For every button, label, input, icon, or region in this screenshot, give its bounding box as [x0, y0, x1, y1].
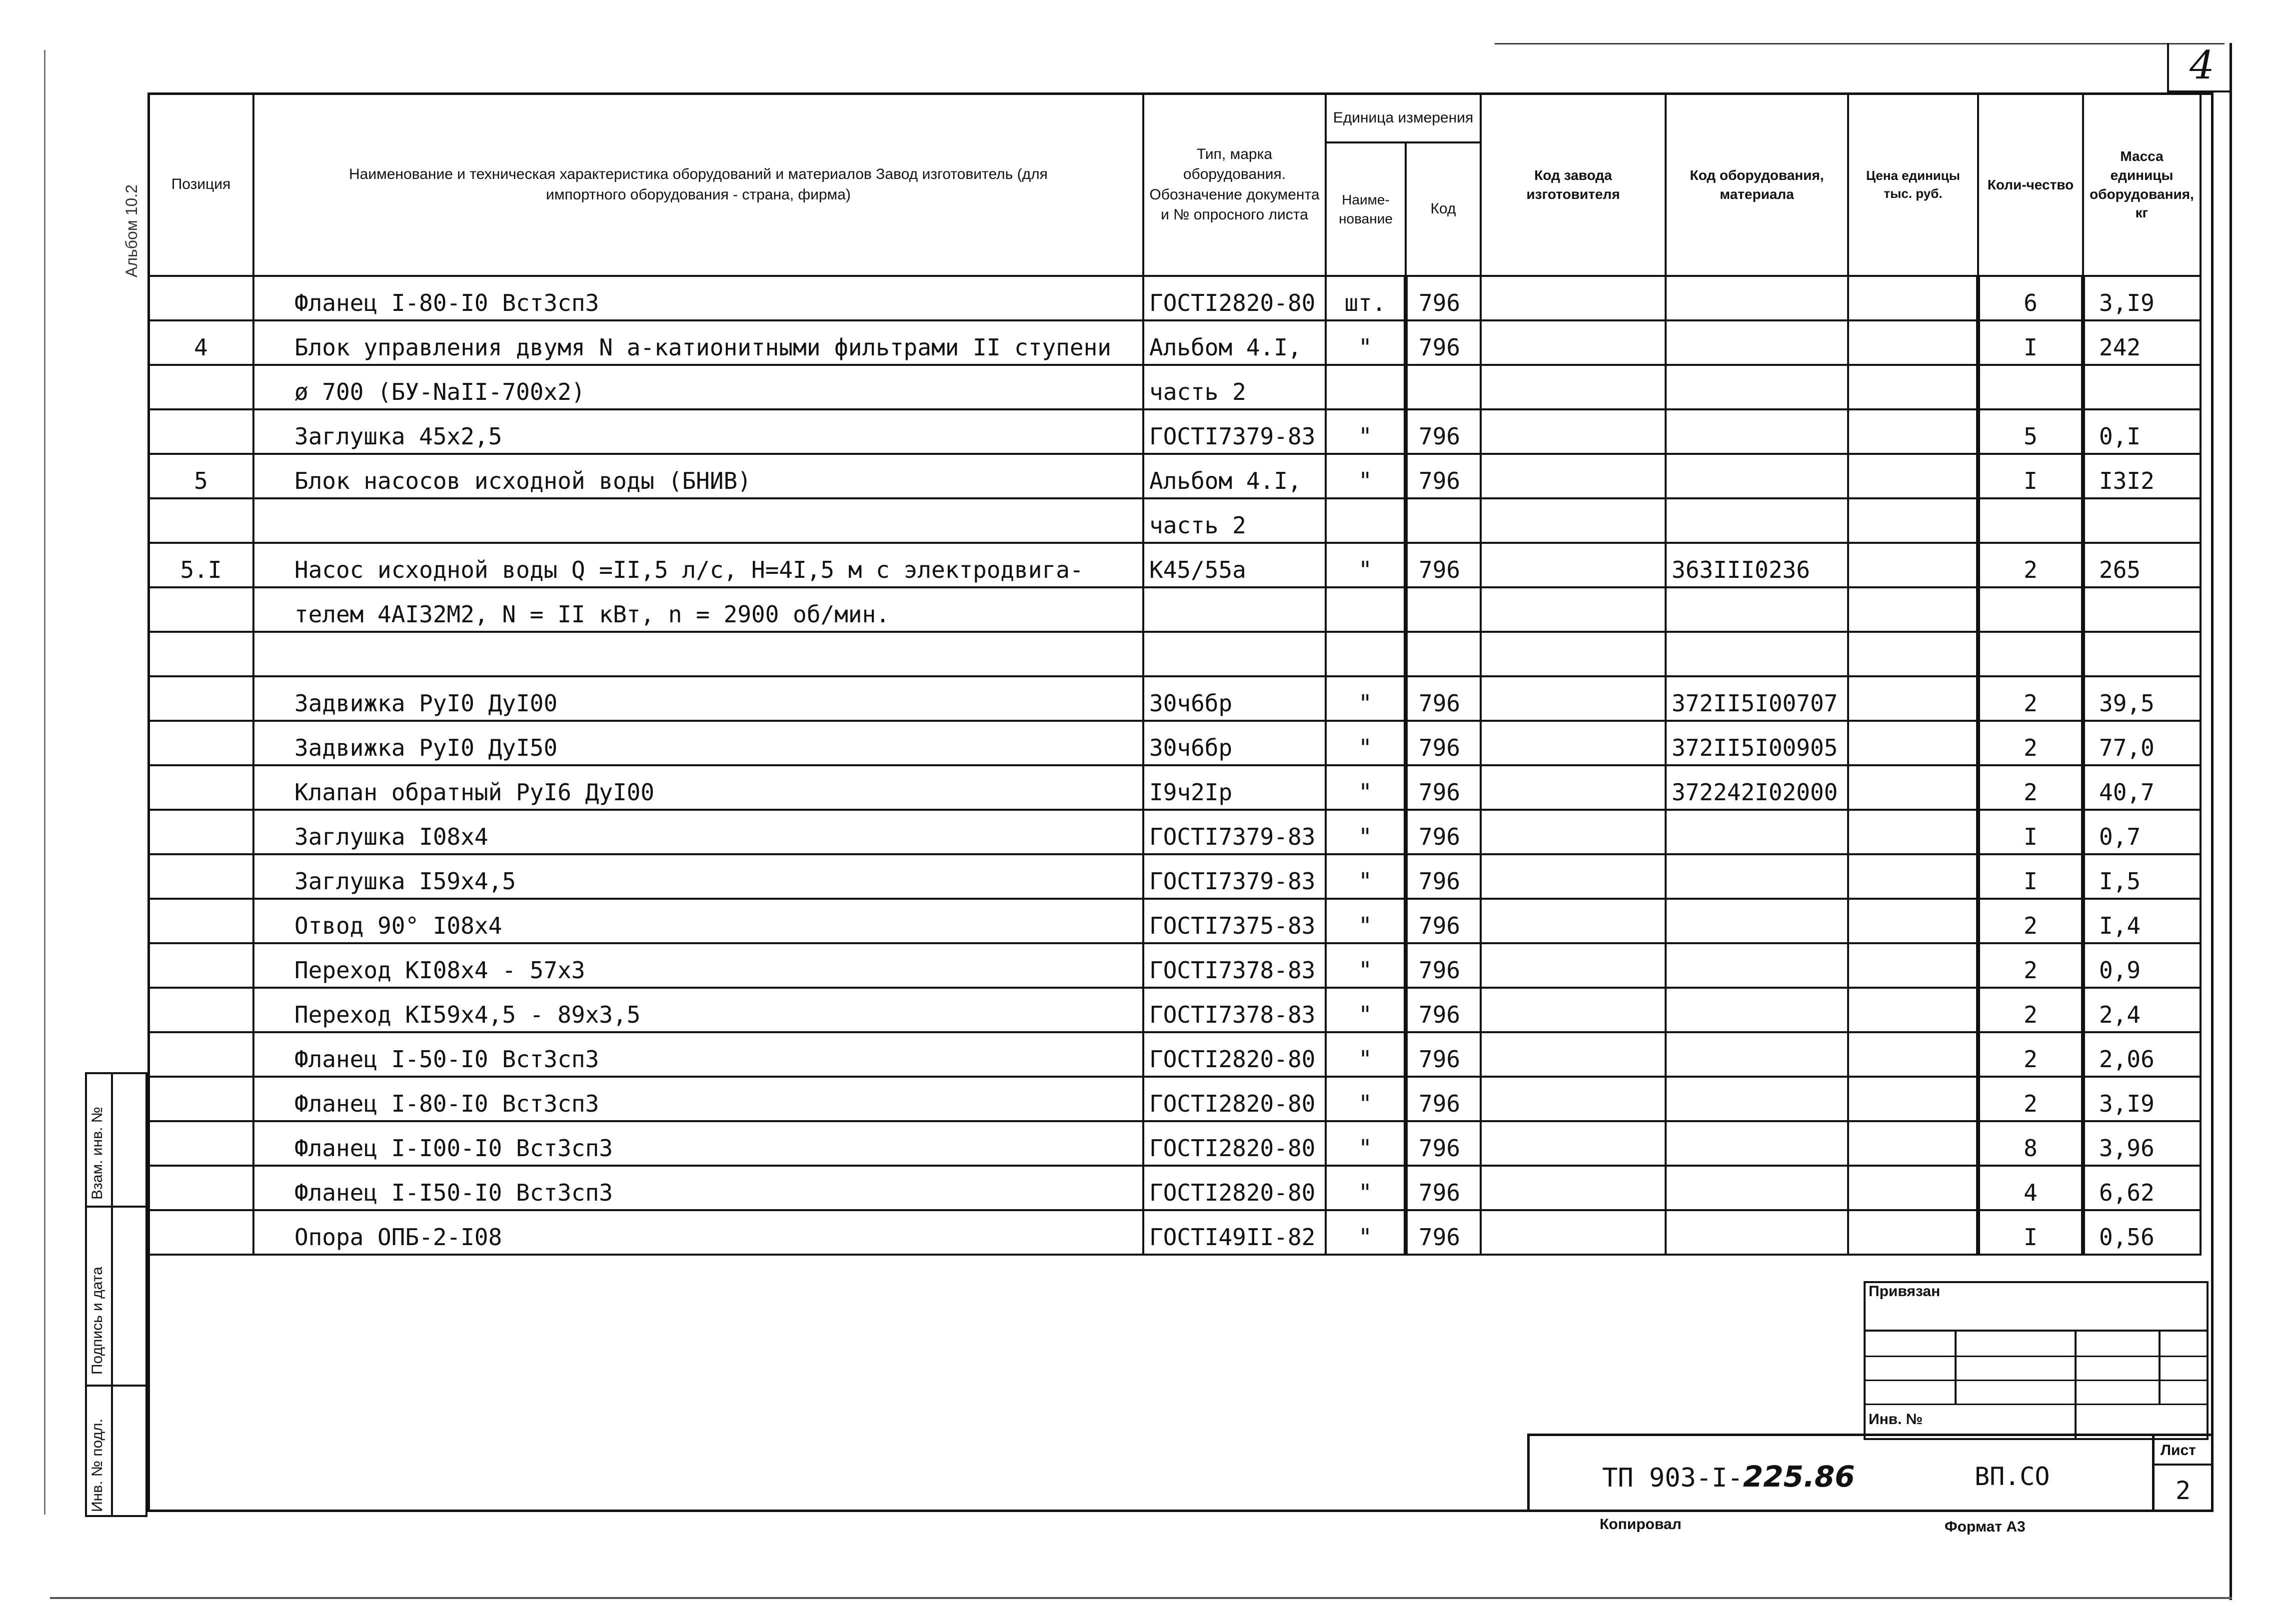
row-price: [1848, 454, 1978, 498]
title-doc-prefix: ТП 903-I-: [1602, 1463, 1743, 1493]
table-row: [148, 899, 2201, 943]
privyazan-grid-line-2: [1864, 1356, 2209, 1357]
row-doc: ГОСТI2820-80: [1143, 1121, 1326, 1166]
row-price: [1848, 409, 1978, 454]
table-row: [148, 943, 2201, 988]
row-unit-code: [1406, 587, 1481, 632]
row-doc: ГОСТI2820-80: [1143, 276, 1326, 320]
row-equip-code: 372II5I00707: [1666, 676, 1848, 721]
row-position: [148, 1210, 253, 1255]
table-row: [148, 320, 2201, 365]
row-doc: часть 2: [1143, 365, 1326, 409]
row-mass: 242: [2083, 320, 2201, 365]
row-position: [148, 498, 253, 543]
row-unit-name: ": [1326, 676, 1406, 721]
row-unit-name: ": [1326, 1166, 1406, 1210]
row-mass: 2,06: [2083, 1032, 2201, 1077]
page-number: 4: [2190, 43, 2215, 88]
row-mfr-code: [1481, 320, 1666, 365]
row-doc: К45/55а: [1143, 543, 1326, 587]
row-doc: 30ч6бр: [1143, 676, 1326, 721]
title-sheet-label: Лист: [2161, 1442, 2196, 1459]
row-qty: 2: [1978, 1077, 2083, 1121]
row-unit-name: ": [1326, 810, 1406, 854]
row-name: Переход КI08х4 - 57х3: [253, 943, 1143, 988]
row-price: [1848, 543, 1978, 587]
row-position: [148, 765, 253, 810]
row-unit-name: ": [1326, 1077, 1406, 1121]
title-sheet-label-line: [2152, 1464, 2214, 1466]
row-unit-code: 796: [1406, 1166, 1481, 1210]
row-mfr-code: [1481, 988, 1666, 1032]
row-equip-code: [1666, 498, 1848, 543]
privyazan-grid-line-3: [1864, 1380, 2209, 1381]
row-position: [148, 632, 253, 676]
row-equip-code: [1666, 1077, 1848, 1121]
row-unit-code: 796: [1406, 1121, 1481, 1166]
row-name: Фланец I-50-I0 ВстЗсп3: [253, 1032, 1143, 1077]
header-qty: Коли-чество: [1978, 93, 2083, 276]
row-doc: ГОСТI7379-83: [1143, 854, 1326, 899]
row-position: 5: [148, 454, 253, 498]
row-mfr-code: [1481, 365, 1666, 409]
row-doc: ГОСТI7375-83: [1143, 899, 1326, 943]
row-unit-name: ": [1326, 988, 1406, 1032]
row-qty: I: [1978, 810, 2083, 854]
row-doc: ГОСТI7379-83: [1143, 409, 1326, 454]
row-equip-code: [1666, 1121, 1848, 1166]
row-position: [148, 810, 253, 854]
row-position: [148, 276, 253, 320]
row-doc: [1143, 587, 1326, 632]
header-unit-name: Наиме-нование: [1326, 142, 1406, 276]
row-unit-code: [1406, 498, 1481, 543]
row-qty: 6: [1978, 276, 2083, 320]
row-name: Отвод 90° I08х4: [253, 899, 1143, 943]
row-unit-code: 796: [1406, 1210, 1481, 1255]
row-equip-code: [1666, 899, 1848, 943]
table-row: [148, 454, 2201, 498]
table-row: [148, 1077, 2201, 1121]
header-doc: Тип, марка оборудования. Обозначение документа и № опросного листа: [1143, 93, 1326, 276]
row-unit-name: ": [1326, 543, 1406, 587]
footer-format: Формат А3: [1945, 1519, 2026, 1535]
privyazan-grid-line-4: [1864, 1404, 2209, 1405]
row-unit-name: ": [1326, 899, 1406, 943]
row-equip-code: 372242I02000: [1666, 765, 1848, 810]
table-row: [148, 1032, 2201, 1077]
row-qty: 4: [1978, 1166, 2083, 1210]
row-mass: 0,9: [2083, 943, 2201, 988]
row-qty: I: [1978, 454, 2083, 498]
row-doc: ГОСТI49II-82: [1143, 1210, 1326, 1255]
table-row: [148, 765, 2201, 810]
row-mfr-code: [1481, 676, 1666, 721]
row-unit-code: 796: [1406, 320, 1481, 365]
header-name: Наименование и техническая характеристика оборудований и материалов Завод изготовитель (для импортного оборудования - страна, фирма): [253, 93, 1143, 276]
specification-table: [147, 92, 2202, 1256]
row-unit-code: 796: [1406, 943, 1481, 988]
row-mfr-code: [1481, 632, 1666, 676]
table-row: [148, 498, 2201, 543]
row-equip-code: [1666, 1032, 1848, 1077]
row-qty: 5: [1978, 409, 2083, 454]
row-mfr-code: [1481, 810, 1666, 854]
row-equip-code: [1666, 365, 1848, 409]
title-sheet-divider: [2152, 1434, 2155, 1512]
table-row: [148, 988, 2201, 1032]
row-price: [1848, 1121, 1978, 1166]
row-mass: 3,96: [2083, 1121, 2201, 1166]
frame-right-outer-line: [2230, 43, 2232, 1600]
row-equip-code: [1666, 409, 1848, 454]
row-position: 5.I: [148, 543, 253, 587]
row-equip-code: [1666, 854, 1848, 899]
row-mfr-code: [1481, 854, 1666, 899]
row-price: [1848, 587, 1978, 632]
row-equip-code: [1666, 276, 1848, 320]
row-unit-name: [1326, 632, 1406, 676]
row-mfr-code: [1481, 1077, 1666, 1121]
album-label: Альбом 10.2: [122, 184, 140, 277]
row-name: Фланец I-I50-I0 ВстЗсп3: [253, 1166, 1143, 1210]
row-doc: Альбом 4.I,: [1143, 454, 1326, 498]
row-name: Задвижка РуI0 ДуI00: [253, 676, 1143, 721]
table-row: [148, 365, 2201, 409]
row-mass: 40,7: [2083, 765, 2201, 810]
row-unit-code: 796: [1406, 1032, 1481, 1077]
table-row: [148, 587, 2201, 632]
row-qty: 2: [1978, 765, 2083, 810]
row-unit-name: ": [1326, 943, 1406, 988]
header-unit-group: Единица измерения: [1326, 93, 1481, 142]
row-doc: [1143, 632, 1326, 676]
row-doc: ГОСТI2820-80: [1143, 1166, 1326, 1210]
row-position: [148, 1077, 253, 1121]
row-mfr-code: [1481, 454, 1666, 498]
privyazan-col-line-2: [2075, 1330, 2077, 1440]
row-price: [1848, 1166, 1978, 1210]
row-equip-code: [1666, 810, 1848, 854]
row-unit-code: [1406, 632, 1481, 676]
row-qty: 2: [1978, 899, 2083, 943]
row-mass: 6,62: [2083, 1166, 2201, 1210]
row-mass: [2083, 587, 2201, 632]
row-price: [1848, 943, 1978, 988]
row-equip-code: 372II5I00905: [1666, 721, 1848, 765]
row-doc: ГОСТI2820-80: [1143, 1032, 1326, 1077]
row-qty: 2: [1978, 943, 2083, 988]
privyazan-col-line-1: [1955, 1330, 1957, 1405]
header-unit-code: Код: [1406, 142, 1481, 276]
frame-bottom-outer-line: [50, 1597, 2232, 1599]
row-qty: [1978, 587, 2083, 632]
footer-copied: Копировал: [1600, 1516, 1682, 1533]
table-row: [148, 276, 2201, 320]
title-doc-designation: [1602, 1460, 1855, 1494]
row-mfr-code: [1481, 587, 1666, 632]
row-price: [1848, 765, 1978, 810]
row-mass: 265: [2083, 543, 2201, 587]
row-equip-code: [1666, 320, 1848, 365]
header-position: Позиция: [148, 93, 253, 276]
row-name: [253, 498, 1143, 543]
row-doc: часть 2: [1143, 498, 1326, 543]
row-position: [148, 676, 253, 721]
header-price: Цена единицы тыс. руб.: [1848, 93, 1978, 276]
row-doc: ГОСТI7378-83: [1143, 943, 1326, 988]
row-doc: 30ч6бр: [1143, 721, 1326, 765]
row-qty: 2: [1978, 543, 2083, 587]
row-unit-name: [1326, 498, 1406, 543]
row-position: 4: [148, 320, 253, 365]
table-row: [148, 1210, 2201, 1255]
row-mass: 77,0: [2083, 721, 2201, 765]
row-unit-code: 796: [1406, 810, 1481, 854]
row-name: Опора ОПБ-2-I08: [253, 1210, 1143, 1255]
row-equip-code: [1666, 587, 1848, 632]
row-position: [148, 1166, 253, 1210]
table-row: [148, 1121, 2201, 1166]
row-name: Блок насосов исходной воды (БНИВ): [253, 454, 1143, 498]
row-equip-code: [1666, 1166, 1848, 1210]
row-price: [1848, 810, 1978, 854]
row-price: [1848, 365, 1978, 409]
row-mass: [2083, 498, 2201, 543]
row-unit-name: ": [1326, 409, 1406, 454]
side-stamp-divider: [111, 1072, 113, 1517]
row-mass: 2,4: [2083, 988, 2201, 1032]
row-name: Переход КI59х4,5 - 89х3,5: [253, 988, 1143, 1032]
row-unit-code: 796: [1406, 854, 1481, 899]
row-mass: [2083, 365, 2201, 409]
row-unit-code: 796: [1406, 543, 1481, 587]
row-unit-code: 796: [1406, 721, 1481, 765]
row-equip-code: [1666, 943, 1848, 988]
row-mass: [2083, 632, 2201, 676]
row-name: Фланец I-I00-I0 ВстЗсп3: [253, 1121, 1143, 1166]
row-mfr-code: [1481, 1032, 1666, 1077]
row-qty: 8: [1978, 1121, 2083, 1166]
row-price: [1848, 1210, 1978, 1255]
row-mfr-code: [1481, 899, 1666, 943]
row-mass: 0,7: [2083, 810, 2201, 854]
row-qty: I: [1978, 854, 2083, 899]
row-unit-name: ": [1326, 1121, 1406, 1166]
row-price: [1848, 854, 1978, 899]
side-stamp-inv: Инв. № подл.: [89, 1419, 105, 1512]
row-qty: 2: [1978, 721, 2083, 765]
side-stamp-line-2: [85, 1385, 147, 1387]
row-name: Фланец I-80-I0 ВстЗсп3: [253, 276, 1143, 320]
table-row: [148, 810, 2201, 854]
row-position: [148, 587, 253, 632]
row-mfr-code: [1481, 765, 1666, 810]
row-doc: I9ч2Iр: [1143, 765, 1326, 810]
row-position: [148, 1032, 253, 1077]
row-unit-code: 796: [1406, 1077, 1481, 1121]
row-mfr-code: [1481, 943, 1666, 988]
row-name: ø 700 (БУ-NaII-700х2): [253, 365, 1143, 409]
row-name: Насос исходной воды Q =II,5 л/с, H=4I,5 м с электродвига-: [253, 543, 1143, 587]
row-mfr-code: [1481, 1166, 1666, 1210]
row-mass: I,5: [2083, 854, 2201, 899]
row-price: [1848, 1032, 1978, 1077]
privyazan-col-line-3: [2159, 1330, 2161, 1405]
row-mass: 0,I: [2083, 409, 2201, 454]
row-unit-name: ": [1326, 320, 1406, 365]
row-position: [148, 854, 253, 899]
row-equip-code: [1666, 988, 1848, 1032]
row-qty: [1978, 632, 2083, 676]
row-doc: ГОСТI2820-80: [1143, 1077, 1326, 1121]
row-unit-code: 796: [1406, 276, 1481, 320]
table-row: [148, 543, 2201, 587]
row-mass: 3,I9: [2083, 276, 2201, 320]
row-unit-code: 796: [1406, 409, 1481, 454]
row-unit-code: 796: [1406, 765, 1481, 810]
title-sheet-value: 2: [2176, 1476, 2191, 1505]
row-qty: 2: [1978, 988, 2083, 1032]
row-mass: I3I2: [2083, 454, 2201, 498]
row-mfr-code: [1481, 276, 1666, 320]
row-qty: [1978, 498, 2083, 543]
title-doc-number: 225.86: [1743, 1460, 1855, 1494]
row-name: Блок управления двумя N а-катионитными фильтрами II ступени: [253, 320, 1143, 365]
table-row: [148, 1166, 2201, 1210]
row-mass: I,4: [2083, 899, 2201, 943]
row-unit-code: 796: [1406, 454, 1481, 498]
row-price: [1848, 632, 1978, 676]
table-row: [148, 632, 2201, 676]
row-doc: Альбом 4.I,: [1143, 320, 1326, 365]
row-price: [1848, 988, 1978, 1032]
row-position: [148, 988, 253, 1032]
row-position: [148, 943, 253, 988]
row-position: [148, 365, 253, 409]
row-name: [253, 632, 1143, 676]
row-unit-name: ": [1326, 1210, 1406, 1255]
row-name: Заглушка I08х4: [253, 810, 1143, 854]
row-mass: 3,I9: [2083, 1077, 2201, 1121]
row-unit-code: 796: [1406, 988, 1481, 1032]
row-equip-code: [1666, 454, 1848, 498]
left-binding-line: [44, 50, 45, 1515]
row-mass: 0,56: [2083, 1210, 2201, 1255]
row-unit-name: ": [1326, 454, 1406, 498]
row-doc: ГОСТI7379-83: [1143, 810, 1326, 854]
row-position: [148, 721, 253, 765]
row-price: [1848, 320, 1978, 365]
row-name: Клапан обратный РуI6 ДуI00: [253, 765, 1143, 810]
row-position: [148, 1121, 253, 1166]
row-position: [148, 409, 253, 454]
table-row: [148, 409, 2201, 454]
header-mfr-code: Код завода изготовителя: [1481, 93, 1666, 276]
title-mark: ВП.СО: [1975, 1462, 2050, 1491]
row-price: [1848, 498, 1978, 543]
side-stamp-podpis: Подпись и дата: [89, 1267, 105, 1375]
row-price: [1848, 721, 1978, 765]
side-stamp-vzam: Взам. инв. №: [89, 1107, 105, 1200]
frame-top-thin-line: [1495, 43, 2225, 44]
table-row: [148, 854, 2201, 899]
row-mfr-code: [1481, 409, 1666, 454]
row-mass: 39,5: [2083, 676, 2201, 721]
row-price: [1848, 1077, 1978, 1121]
table-row: [148, 676, 2201, 721]
row-qty: [1978, 365, 2083, 409]
privyazan-grid-line-1: [1864, 1330, 2209, 1332]
header-equip-code: Код оборудования, материала: [1666, 93, 1848, 276]
row-doc: ГОСТI7378-83: [1143, 988, 1326, 1032]
row-price: [1848, 276, 1978, 320]
row-unit-code: 796: [1406, 676, 1481, 721]
row-name: Заглушка I59х4,5: [253, 854, 1143, 899]
privyazan-inv-label: Инв. №: [1869, 1411, 1923, 1428]
row-unit-name: ": [1326, 854, 1406, 899]
side-stamp-line-1: [85, 1206, 147, 1208]
row-unit-name: ": [1326, 765, 1406, 810]
table-row: [148, 721, 2201, 765]
row-equip-code: [1666, 1210, 1848, 1255]
row-name: Заглушка 45х2,5: [253, 409, 1143, 454]
row-unit-name: ": [1326, 721, 1406, 765]
row-unit-code: 796: [1406, 899, 1481, 943]
row-mfr-code: [1481, 721, 1666, 765]
row-mfr-code: [1481, 1121, 1666, 1166]
row-name: телем 4АI32М2, N = II кВт, n = 2900 об/мин.: [253, 587, 1143, 632]
row-mfr-code: [1481, 498, 1666, 543]
row-price: [1848, 676, 1978, 721]
row-unit-name: [1326, 365, 1406, 409]
row-qty: 2: [1978, 1032, 2083, 1077]
row-name: Фланец I-80-I0 ВстЗсп3: [253, 1077, 1143, 1121]
row-unit-name: [1326, 587, 1406, 632]
row-unit-name: шт.: [1326, 276, 1406, 320]
row-qty: I: [1978, 320, 2083, 365]
row-qty: I: [1978, 1210, 2083, 1255]
row-equip-code: 363III0236: [1666, 543, 1848, 587]
row-equip-code: [1666, 632, 1848, 676]
row-unit-name: ": [1326, 1032, 1406, 1077]
header-mass: Масса единицы оборудования, кг: [2083, 93, 2201, 276]
privyazan-label: Привязан: [1869, 1283, 1941, 1300]
row-mfr-code: [1481, 543, 1666, 587]
row-unit-code: [1406, 365, 1481, 409]
row-qty: 2: [1978, 676, 2083, 721]
row-name: Задвижка РуI0 ДуI50: [253, 721, 1143, 765]
row-mfr-code: [1481, 1210, 1666, 1255]
row-position: [148, 899, 253, 943]
row-price: [1848, 899, 1978, 943]
